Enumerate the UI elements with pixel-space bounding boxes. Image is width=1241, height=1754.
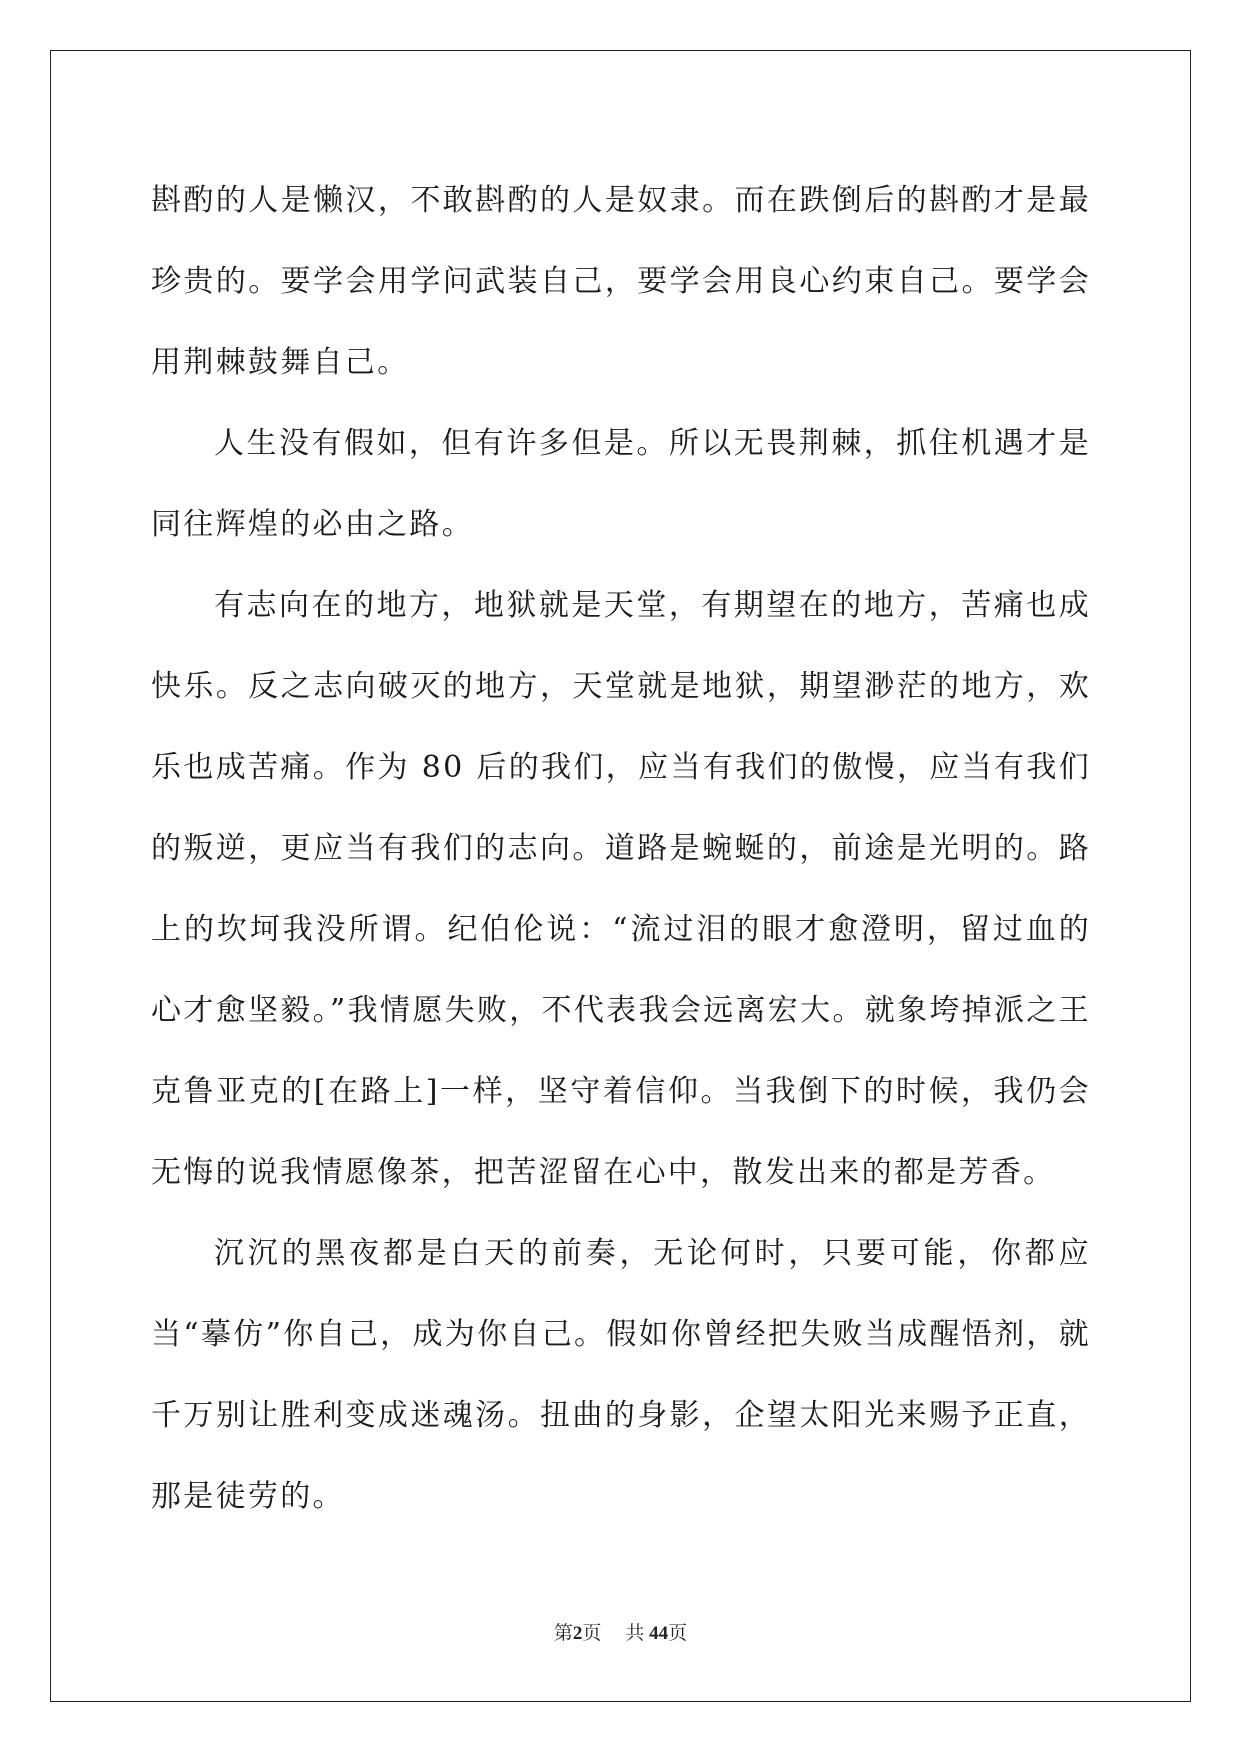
page-prefix: 第 xyxy=(553,1623,573,1644)
paragraph-2: 人生没有假如，但有许多但是。所以无畏荆棘，抓住机遇才是同往辉煌的必由之路。 xyxy=(151,426,1091,542)
total-suffix: 页 xyxy=(668,1623,688,1644)
total-prefix: 共 xyxy=(625,1623,645,1644)
page-footer xyxy=(0,1621,1241,1647)
paragraph-3: 有志向在的地方，地狱就是天堂，有期望在的地方，苦痛也成快乐。反之志向破灭的地方，天堂就是地狱，期望渺茫的地方，欢乐也成苦痛。作为 80 后的我们，应当有我们的傲慢，应当有我们的叛逆，更应当有我们的志向。道路是蜿蜒的，前途是光明的。路上的坎坷我没所谓。纪伯伦说：“流过泪的眼才愈澄明，留过血的心才愈坚毅。”我情愿失败，不代表我会远离宏大。就象垮掉派之王克鲁亚克的[在路上]一样，坚守着信仰。当我倒下的时候，我仍会无悔的说我情愿像茶，把苦涩留在心中，散发出来的都是芳香。 xyxy=(151,588,1091,1190)
page-number: 2 xyxy=(572,1623,583,1644)
document-body xyxy=(151,160,1091,1537)
page-suffix: 页 xyxy=(582,1623,602,1644)
paragraph-1: 斟酌的人是懒汉，不敢斟酌的人是奴隶。而在跌倒后的斟酌才是最珍贵的。要学会用学问武装自己，要学会用良心约束自己。要学会用荆棘鼓舞自己。 xyxy=(151,183,1091,380)
paragraph-4: 沉沉的黑夜都是白天的前奏，无论何时，只要可能，你都应当“摹仿”你自己，成为你自己。假如你曾经把失败当成醒悟剂，就千万别让胜利变成迷魂汤。扭曲的身影，企望太阳光来赐予正直，那是徒劳的。 xyxy=(151,1236,1091,1514)
total-pages: 44 xyxy=(649,1623,669,1644)
